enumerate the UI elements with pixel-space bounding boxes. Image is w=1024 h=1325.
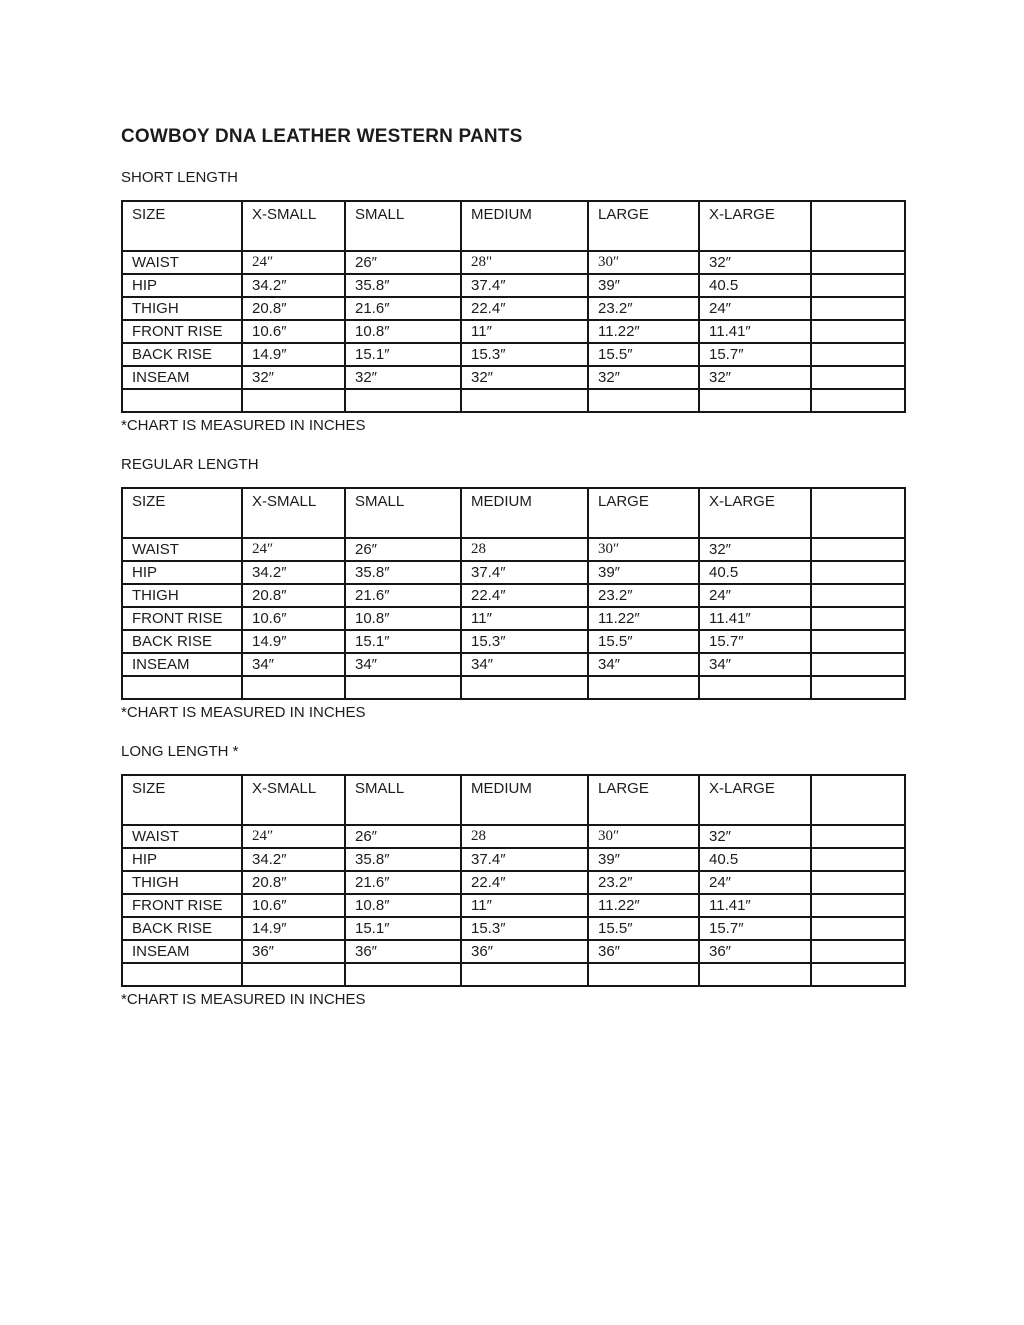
value-cell: 34″ bbox=[345, 653, 461, 676]
value-cell: 15.1″ bbox=[345, 917, 461, 940]
header-cell-small: SMALL bbox=[345, 775, 461, 825]
value-cell: 10.8″ bbox=[345, 894, 461, 917]
table-row-front-rise bbox=[122, 894, 905, 917]
row-label-cell: HIP bbox=[122, 561, 242, 584]
header-cell-medium: MEDIUM bbox=[461, 775, 588, 825]
value-cell: 39″ bbox=[588, 848, 699, 871]
value-cell: 15.7″ bbox=[699, 343, 811, 366]
value-cell bbox=[811, 389, 905, 412]
row-label-cell: THIGH bbox=[122, 584, 242, 607]
value-cell: 15.5″ bbox=[588, 630, 699, 653]
value-cell bbox=[345, 389, 461, 412]
value-cell: 35.8″ bbox=[345, 561, 461, 584]
value-cell: 14.9″ bbox=[242, 917, 345, 940]
value-cell bbox=[811, 366, 905, 389]
value-cell: 37.4″ bbox=[461, 274, 588, 297]
value-cell: 32″ bbox=[699, 366, 811, 389]
value-cell: 24″ bbox=[242, 538, 345, 561]
value-cell: 32″ bbox=[242, 366, 345, 389]
value-cell: 14.9″ bbox=[242, 630, 345, 653]
value-cell bbox=[811, 917, 905, 940]
header-cell-x-large: X-LARGE bbox=[699, 775, 811, 825]
table-row-hip bbox=[122, 561, 905, 584]
value-cell bbox=[811, 274, 905, 297]
value-cell: 10.6″ bbox=[242, 607, 345, 630]
value-cell: 36″ bbox=[242, 940, 345, 963]
header-cell-x-small: X-SMALL bbox=[242, 775, 345, 825]
value-cell: 30″ bbox=[588, 251, 699, 274]
header-cell-x-small: X-SMALL bbox=[242, 201, 345, 251]
value-cell: 23.2″ bbox=[588, 871, 699, 894]
value-cell: 14.9″ bbox=[242, 343, 345, 366]
short-length-table bbox=[121, 200, 906, 413]
header-cell-x-small: X-SMALL bbox=[242, 488, 345, 538]
value-cell: 30″ bbox=[588, 825, 699, 848]
row-label-cell bbox=[122, 389, 242, 412]
value-cell bbox=[811, 538, 905, 561]
value-cell bbox=[811, 963, 905, 986]
header-cell-size: SIZE bbox=[122, 488, 242, 538]
value-cell bbox=[699, 389, 811, 412]
table-row-waist bbox=[122, 825, 905, 848]
value-cell: 11.41″ bbox=[699, 894, 811, 917]
value-cell: 10.6″ bbox=[242, 320, 345, 343]
value-cell: 21.6″ bbox=[345, 871, 461, 894]
table-header-row bbox=[122, 201, 905, 251]
value-cell: 34.2″ bbox=[242, 561, 345, 584]
value-cell: 40.5 bbox=[699, 561, 811, 584]
value-cell bbox=[345, 676, 461, 699]
value-cell: 28 bbox=[461, 825, 588, 848]
row-label-cell: WAIST bbox=[122, 538, 242, 561]
value-cell: 32″ bbox=[588, 366, 699, 389]
value-cell: 21.6″ bbox=[345, 297, 461, 320]
value-cell: 10.6″ bbox=[242, 894, 345, 917]
row-label-cell: INSEAM bbox=[122, 653, 242, 676]
value-cell: 34″ bbox=[588, 653, 699, 676]
table-header-row bbox=[122, 488, 905, 538]
value-cell: 21.6″ bbox=[345, 584, 461, 607]
row-label-cell: FRONT RISE bbox=[122, 320, 242, 343]
header-cell-empty bbox=[811, 488, 905, 538]
header-cell-size: SIZE bbox=[122, 201, 242, 251]
chart-note: *CHART IS MEASURED IN INCHES bbox=[121, 704, 366, 721]
value-cell: 32″ bbox=[699, 251, 811, 274]
value-cell bbox=[461, 389, 588, 412]
value-cell: 24″ bbox=[699, 297, 811, 320]
value-cell: 11.41″ bbox=[699, 607, 811, 630]
value-cell bbox=[588, 963, 699, 986]
header-cell-x-large: X-LARGE bbox=[699, 201, 811, 251]
table-row-thigh bbox=[122, 871, 905, 894]
row-label-cell: WAIST bbox=[122, 825, 242, 848]
table-row-back-rise bbox=[122, 917, 905, 940]
row-label-cell: INSEAM bbox=[122, 940, 242, 963]
value-cell: 15.3″ bbox=[461, 630, 588, 653]
value-cell: 35.8″ bbox=[345, 848, 461, 871]
row-label-cell: HIP bbox=[122, 848, 242, 871]
value-cell: 36″ bbox=[588, 940, 699, 963]
value-cell: 11″ bbox=[461, 894, 588, 917]
section-label-long-length: LONG LENGTH * bbox=[121, 743, 239, 760]
value-cell bbox=[461, 963, 588, 986]
regular-length-table bbox=[121, 487, 906, 700]
table-row-empty bbox=[122, 676, 905, 699]
value-cell: 11.22″ bbox=[588, 607, 699, 630]
value-cell: 26″ bbox=[345, 251, 461, 274]
value-cell: 36″ bbox=[345, 940, 461, 963]
value-cell bbox=[811, 848, 905, 871]
header-cell-medium: MEDIUM bbox=[461, 488, 588, 538]
value-cell bbox=[811, 297, 905, 320]
table-row-waist bbox=[122, 251, 905, 274]
header-cell-small: SMALL bbox=[345, 201, 461, 251]
value-cell: 37.4″ bbox=[461, 848, 588, 871]
value-cell: 20.8″ bbox=[242, 871, 345, 894]
page-title: COWBOY DNA LEATHER WESTERN PANTS bbox=[121, 126, 523, 147]
value-cell: 40.5 bbox=[699, 274, 811, 297]
value-cell: 11.22″ bbox=[588, 894, 699, 917]
value-cell: 24″ bbox=[699, 871, 811, 894]
value-cell bbox=[242, 389, 345, 412]
value-cell bbox=[811, 940, 905, 963]
value-cell: 10.8″ bbox=[345, 607, 461, 630]
value-cell bbox=[811, 343, 905, 366]
value-cell bbox=[811, 607, 905, 630]
value-cell: 34″ bbox=[461, 653, 588, 676]
value-cell bbox=[811, 676, 905, 699]
header-cell-empty bbox=[811, 201, 905, 251]
value-cell: 24″ bbox=[242, 251, 345, 274]
value-cell: 30″ bbox=[588, 538, 699, 561]
value-cell bbox=[811, 871, 905, 894]
value-cell: 15.3″ bbox=[461, 917, 588, 940]
value-cell bbox=[699, 676, 811, 699]
value-cell bbox=[811, 251, 905, 274]
value-cell bbox=[588, 389, 699, 412]
table-row-back-rise bbox=[122, 343, 905, 366]
value-cell: 22.4″ bbox=[461, 584, 588, 607]
value-cell: 20.8″ bbox=[242, 297, 345, 320]
value-cell: 15.5″ bbox=[588, 343, 699, 366]
value-cell: 11″ bbox=[461, 607, 588, 630]
header-cell-medium: MEDIUM bbox=[461, 201, 588, 251]
value-cell: 28" bbox=[461, 251, 588, 274]
value-cell: 24″ bbox=[242, 825, 345, 848]
table-row-empty bbox=[122, 389, 905, 412]
row-label-cell: FRONT RISE bbox=[122, 607, 242, 630]
row-label-cell: BACK RISE bbox=[122, 343, 242, 366]
table-row-back-rise bbox=[122, 630, 905, 653]
value-cell bbox=[242, 963, 345, 986]
row-label-cell: BACK RISE bbox=[122, 630, 242, 653]
value-cell: 39″ bbox=[588, 561, 699, 584]
value-cell: 23.2″ bbox=[588, 297, 699, 320]
value-cell: 26″ bbox=[345, 538, 461, 561]
value-cell: 36″ bbox=[699, 940, 811, 963]
header-cell-empty bbox=[811, 775, 905, 825]
header-cell-large: LARGE bbox=[588, 488, 699, 538]
row-label-cell: WAIST bbox=[122, 251, 242, 274]
header-cell-x-large: X-LARGE bbox=[699, 488, 811, 538]
value-cell: 20.8″ bbox=[242, 584, 345, 607]
table-row-empty bbox=[122, 963, 905, 986]
table-row-front-rise bbox=[122, 320, 905, 343]
value-cell: 28 bbox=[461, 538, 588, 561]
value-cell: 35.8″ bbox=[345, 274, 461, 297]
table-row-waist bbox=[122, 538, 905, 561]
value-cell: 39″ bbox=[588, 274, 699, 297]
value-cell bbox=[461, 676, 588, 699]
value-cell bbox=[345, 963, 461, 986]
table-row-thigh bbox=[122, 297, 905, 320]
value-cell bbox=[811, 653, 905, 676]
header-cell-small: SMALL bbox=[345, 488, 461, 538]
table-row-inseam bbox=[122, 366, 905, 389]
long-length-table bbox=[121, 774, 906, 987]
value-cell: 15.3″ bbox=[461, 343, 588, 366]
value-cell bbox=[811, 825, 905, 848]
table-row-inseam bbox=[122, 653, 905, 676]
header-cell-size: SIZE bbox=[122, 775, 242, 825]
value-cell: 36″ bbox=[461, 940, 588, 963]
value-cell bbox=[811, 630, 905, 653]
value-cell: 32″ bbox=[699, 825, 811, 848]
value-cell: 32″ bbox=[461, 366, 588, 389]
value-cell: 34″ bbox=[699, 653, 811, 676]
value-cell: 10.8″ bbox=[345, 320, 461, 343]
value-cell bbox=[811, 320, 905, 343]
value-cell: 15.1″ bbox=[345, 630, 461, 653]
row-label-cell bbox=[122, 676, 242, 699]
value-cell: 22.4″ bbox=[461, 871, 588, 894]
value-cell: 22.4″ bbox=[461, 297, 588, 320]
section-label-short-length: SHORT LENGTH bbox=[121, 169, 238, 186]
row-label-cell: INSEAM bbox=[122, 366, 242, 389]
value-cell bbox=[811, 561, 905, 584]
value-cell bbox=[811, 894, 905, 917]
value-cell: 26″ bbox=[345, 825, 461, 848]
value-cell: 11.22″ bbox=[588, 320, 699, 343]
header-cell-large: LARGE bbox=[588, 201, 699, 251]
value-cell: 40.5 bbox=[699, 848, 811, 871]
value-cell bbox=[811, 584, 905, 607]
value-cell: 11.41″ bbox=[699, 320, 811, 343]
table-row-hip bbox=[122, 274, 905, 297]
row-label-cell: THIGH bbox=[122, 871, 242, 894]
row-label-cell bbox=[122, 963, 242, 986]
value-cell: 23.2″ bbox=[588, 584, 699, 607]
table-row-thigh bbox=[122, 584, 905, 607]
row-label-cell: BACK RISE bbox=[122, 917, 242, 940]
value-cell: 34″ bbox=[242, 653, 345, 676]
table-row-front-rise bbox=[122, 607, 905, 630]
table-row-inseam bbox=[122, 940, 905, 963]
value-cell bbox=[242, 676, 345, 699]
value-cell: 11″ bbox=[461, 320, 588, 343]
value-cell: 15.1″ bbox=[345, 343, 461, 366]
table-header-row bbox=[122, 775, 905, 825]
value-cell: 15.7″ bbox=[699, 917, 811, 940]
value-cell bbox=[588, 676, 699, 699]
value-cell bbox=[699, 963, 811, 986]
value-cell: 24″ bbox=[699, 584, 811, 607]
value-cell: 32″ bbox=[345, 366, 461, 389]
value-cell: 34.2″ bbox=[242, 848, 345, 871]
section-label-regular-length: REGULAR LENGTH bbox=[121, 456, 259, 473]
row-label-cell: FRONT RISE bbox=[122, 894, 242, 917]
value-cell: 37.4″ bbox=[461, 561, 588, 584]
value-cell: 32″ bbox=[699, 538, 811, 561]
row-label-cell: HIP bbox=[122, 274, 242, 297]
table-row-hip bbox=[122, 848, 905, 871]
row-label-cell: THIGH bbox=[122, 297, 242, 320]
value-cell: 34.2″ bbox=[242, 274, 345, 297]
header-cell-large: LARGE bbox=[588, 775, 699, 825]
chart-note: *CHART IS MEASURED IN INCHES bbox=[121, 417, 366, 434]
value-cell: 15.5″ bbox=[588, 917, 699, 940]
chart-note: *CHART IS MEASURED IN INCHES bbox=[121, 991, 366, 1008]
value-cell: 15.7″ bbox=[699, 630, 811, 653]
